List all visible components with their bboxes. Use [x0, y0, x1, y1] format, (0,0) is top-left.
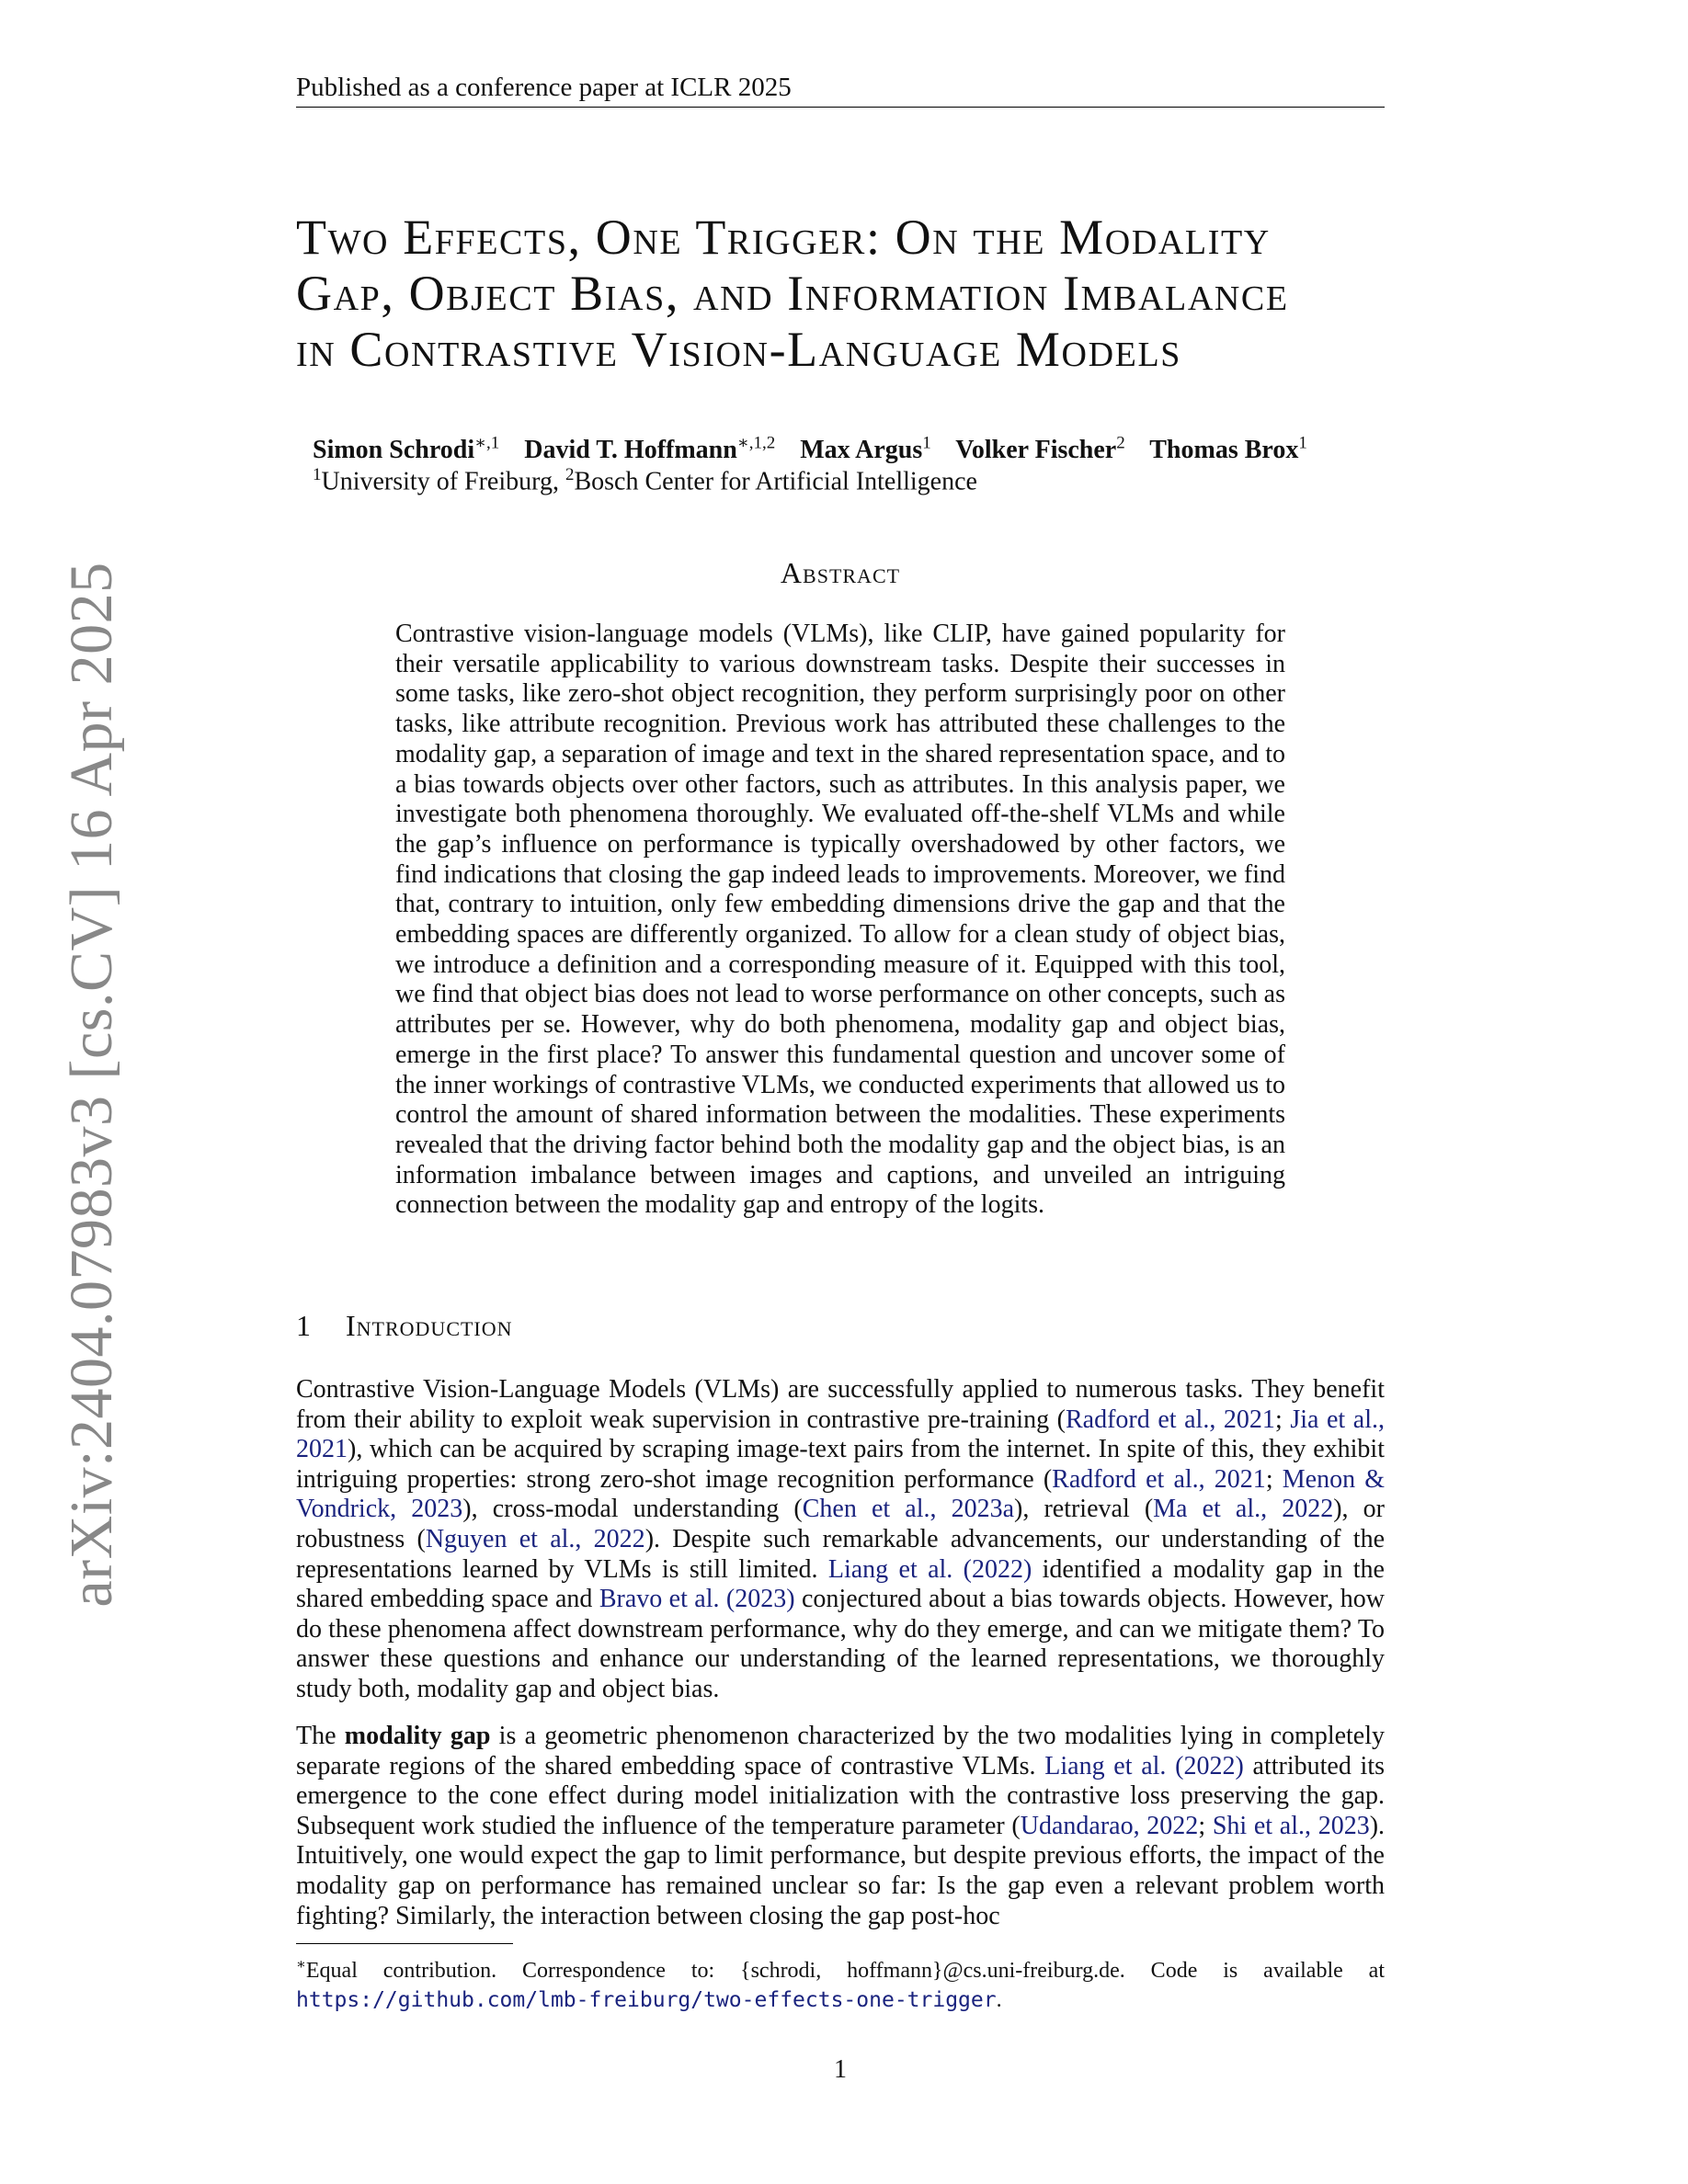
- footnote-rule: [296, 1943, 513, 1944]
- title-line-2: Gap, Object Bias, and Information Imbalance: [296, 266, 1289, 321]
- footnote-mark: ∗: [296, 1957, 306, 1973]
- citation-link[interactable]: Menon & Vondrick, 2023: [296, 1464, 1386, 1524]
- title-line-1: Two Effects, One Trigger: On the Modality: [296, 210, 1271, 265]
- code-url-link[interactable]: https://github.com/lmb-freiburg/two-effects-one-trigger: [296, 1988, 997, 2012]
- footnote: ∗Equal contribution. Correspondence to: {schrodi, hoffmann}@cs.uni-freiburg.de. Code is available at https://github.com/lmb-freiburg/two-effects-one-trigger.: [296, 1957, 1385, 2012]
- citation-link[interactable]: Chen et al., 2023a: [802, 1495, 1015, 1524]
- citation-link[interactable]: Radford et al., 2021: [1066, 1405, 1275, 1434]
- citation-link[interactable]: Ma et al., 2022: [1153, 1495, 1334, 1524]
- running-header: Published as a conference paper at ICLR 2025: [296, 70, 1385, 108]
- author: Simon Schrodi$^{∗,1}$: [313, 434, 500, 465]
- author: Volker Fischer$^2$: [955, 434, 1125, 465]
- section-heading-introduction: [296, 1309, 1385, 1343]
- intro-paragraph-1: Contrastive Vision-Language Models (VLMs) are successfully applied to numerous tasks. They benefit from their ability to exploit weak supervision in contrastive pre-training (Radford et al., 2021; Jia et al., 2021), which can be acquired by scraping image-text pairs from the internet. In spite of this, they exhibit intriguing properties: strong zero-shot image recognition performance (Radford et al., 2021; Menon & Vondrick, 2023), cross-modal understanding (Chen et al., 2023a), retrieval (Ma et al., 2022), or robustness (Nguyen et al., 2022). Despite such remarkable advancements, our understanding of the representations learned by VLMs is still limited. Liang et al. (2022) identified a modality gap in the shared embedding space and Bravo et al. (2023) conjectured about a bias towards objects. However, how do these phenomena affect downstream performance, why do they emerge, and can we mitigate them? To answer these questions and enhance our understanding of the learned representations, we thoroughly study both, modality gap and object bias.: [296, 1375, 1386, 1703]
- citation-link[interactable]: Radford et al., 2021: [1052, 1464, 1266, 1494]
- affiliations: $^1$University of Freiburg, $^2$Bosch Center for Artificial Intelligence: [313, 465, 977, 496]
- citation-link[interactable]: Shi et al., 2023: [1212, 1811, 1370, 1840]
- author: Max Argus$^1$: [800, 434, 931, 465]
- citation-link[interactable]: Jia et al., 2021: [296, 1405, 1386, 1464]
- citation-link[interactable]: Liang et al. (2022): [827, 1554, 1032, 1584]
- section-title: Introduction: [346, 1309, 513, 1342]
- abstract-heading: Abstract: [780, 556, 901, 589]
- arxiv-sidebar-stamp: arXiv:2404.07983v3 [cs.CV] 16 Apr 2025: [58, 562, 125, 1608]
- author: David T. Hoffmann$^{∗,1,2}$: [524, 434, 776, 465]
- title-line-3: in Contrastive Vision-Language Models: [296, 322, 1181, 377]
- citation-link[interactable]: Liang et al. (2022): [1044, 1751, 1244, 1780]
- citation-link[interactable]: Udandarao, 2022: [1020, 1811, 1199, 1840]
- abstract-text: Contrastive vision-language models (VLMs), like CLIP, have gained popularity for their versatile applicability to various downstream tasks. Despite their successes in some tasks, like zero-shot object recognition, they perform surprisingly poor on other tasks, like attribute recognition. Previous work has attributed these challenges to the modality gap, a separation of image and text in the shared representation space, and to a bias towards objects over other factors, such as attributes. In this analysis paper, we investigate both phenomena thoroughly. We evaluated off-the-shelf VLMs and while the gap’s influence on performance is typically overshadowed by other factors, we find indications that closing the gap indeed leads to improvements. Moreover, we find that, contrary to intuition, only few embedding dimensions drive the gap and that the embedding spaces are differently organized. To allow for a clean study of object bias, we introduce a definition and a corresponding measure of it. Equipped with this tool, we find that object bias does not lead to worse performance on other concepts, such as attributes per se. However, why do both phenomena, modality gap and object bias, emerge in the first place? To answer this fundamental question and uncover some of the inner workings of contrastive VLMs, we conducted experiments that allowed us to control the amount of shared information between the modalities. These experiments revealed that the driving factor behind both the modality gap and the object bias, is an information imbalance between images and captions, and unveiled an intriguing connection between the modality gap and entropy of the logits.: [395, 620, 1285, 1220]
- intro-paragraph-2: The modality gap is a geometric phenomenon characterized by the two modalities lying in completely separate regions of the shared embedding space of contrastive VLMs. Liang et al. (2022) attributed its emergence to the cone effect during model initialization with the contrastive loss preserving the gap. Subsequent work studied the influence of the temperature parameter (Udandarao, 2022; Shi et al., 2023). Intuitively, one would expect the gap to limit performance, but despite previous efforts, the impact of the modality gap on performance has remained unclear so far: Is the gap even a relevant problem worth fighting? Similarly, the interaction between closing the gap post-hoc: [296, 1722, 1386, 1930]
- paper-title: [296, 210, 1385, 378]
- citation-link[interactable]: Bravo et al. (2023): [599, 1585, 795, 1614]
- author: Thomas Brox$^1$: [1149, 434, 1307, 465]
- citation-link[interactable]: Nguyen et al., 2022: [425, 1524, 645, 1553]
- page-number: 1: [834, 2055, 847, 2084]
- bold-term: modality gap: [344, 1722, 491, 1750]
- section-number: 1: [296, 1309, 312, 1342]
